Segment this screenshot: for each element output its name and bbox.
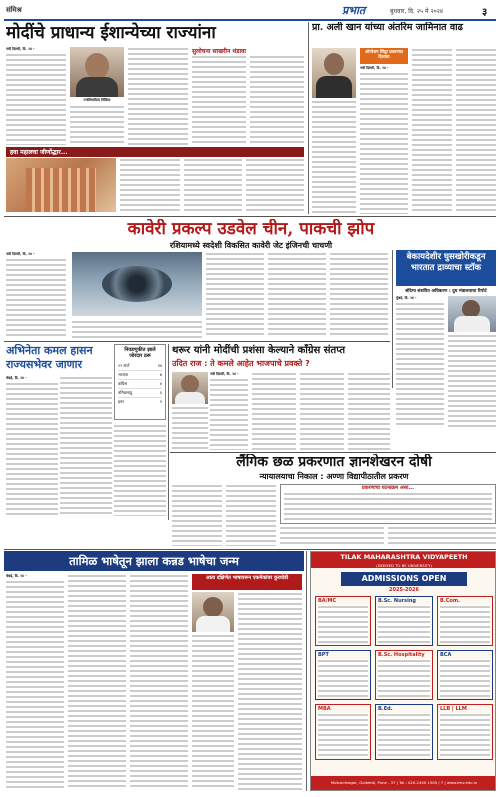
rule-4 [4,549,496,550]
tamil-headline-band [4,551,304,571]
tilak-ad[interactable] [310,551,496,791]
election-table [115,361,165,407]
page-number: ३ [482,7,488,18]
tharur-column-3 [300,372,344,450]
tharur-headline: थरूर यांनी मोदींची प्रशंसा केल्याने काँग्रेस संतप्त [172,345,346,356]
brand-logo: प्रभात [342,4,366,17]
election-row: इतर १ [118,399,162,404]
hawa-mahal-column-1 [120,158,180,212]
tamil-column-4 [238,592,302,790]
ali-khan-dateline: नवी दिल्ली, दि. २४ - [360,66,389,70]
election-box [114,344,166,420]
ad-course-box: B.Sc. Hospitality [375,650,433,700]
ali-khan-column-2 [412,48,452,214]
kamal-hassan-headline: अभिनेता कमल हासन राज्यसभेवर जाणार [6,344,93,371]
ad-tag: (DEEMED TO BE UNIVERSITY) [376,563,432,568]
hawa-mahal-photo [6,158,116,212]
bekayde-column-2 [448,334,496,428]
ali-khan-headline: प्रा. अली खान यांच्या अंतरिम जामिनात वाढ [312,22,463,33]
kamal-divider [168,344,169,520]
lingik-column-4 [388,526,496,546]
timeline-box-title: प्रकरणाचा घटनाक्रम असा... [361,485,415,491]
rule-2 [4,341,390,342]
ali-khan-column-0 [312,100,356,214]
election-row: काँग्रेस ४ [118,380,162,389]
bekayde-headline: बेकायदेशीर घुसखोरीकडून भारतात द्राव्याचा स्टॉक [406,252,486,273]
ad-course-box: BPT [315,650,371,700]
lead-column-3 [128,47,188,145]
rule-1 [4,216,496,217]
kaveri-column-1 [6,258,66,338]
kaveri-headline: कावेरी प्रकल्प उडवेल चीन, पाकची झोप [127,219,375,239]
tamil-column-1 [6,580,64,790]
election-row: तमिळनाडू ६ [118,389,162,398]
bekayde-sub: संदिग्ध संशयित अधिकरण : दुध मंत्रालयाचा रिपोर्ट [405,289,487,294]
kaveri-column-2 [206,252,264,338]
bekayde-headline-box [396,250,496,286]
section-label: संमिश्र [6,6,22,14]
ad-footer: Mukundnagar, Gultekdi, Pune - 37 | Tel.: 020-2440 1500 / 7 | www.tmv.edu.in [311,776,496,790]
kamal-hassan-dateline: चेन्नई, दि. २४ - [6,376,27,380]
lead-column-4 [192,55,246,145]
operation-sindoor-badge: ऑपरेशन सिंदूर प्रकरणात दिलासा [360,48,408,64]
tharur-subheadline: उदित राज : ते कमले आहेत भाजपाचे प्रवक्ते ? [172,359,310,368]
election-box-title: निवडणुकीत झाले जोरदार ठरू [124,347,156,359]
lingik-column-2 [226,484,276,546]
tharur-column-1 [210,378,248,450]
kaveri-column-3 [268,252,326,338]
rule-3 [170,452,496,453]
column-divider [308,22,309,214]
bekayde-dateline: मुंबई, दि. २४ - [396,296,417,300]
tharur-column-2 [252,372,296,450]
hawa-mahal-column-2 [184,158,242,212]
tamil-headline: तामिळ भाषेतून झाला कन्नड भाषेचा जन्म [69,554,239,568]
kaveri-subheadline: रशियामध्ये स्वदेशी विकसित कावेरी जेट इंजिनची चाचणी [169,241,333,250]
kaveri-divider [392,250,393,388]
kaveri-photo-caption [72,320,202,338]
kaveri-column-4 [330,252,388,338]
bekayde-photo [448,296,496,332]
election-row: २२ सप्टें १४ [118,362,162,371]
tamil-column-5 [192,634,234,790]
shinde-photo [70,47,124,97]
tamil-divider [306,551,307,791]
tamil-dateline: चेन्नई, दि. २४ - [6,574,27,578]
jet-engine-photo [72,252,202,316]
masthead [4,3,496,19]
ad-course-box: LLB | LLM [437,704,493,760]
tamil-column-3 [130,574,188,790]
tharur-column-4 [348,372,390,450]
tamil-column-2 [68,574,126,790]
ad-course-box: B.Com. [437,596,493,646]
lead-subheadline: सुलोचना साखरीन थंडावा [192,48,246,55]
lead-column-5 [250,55,304,145]
ali-khan-column-3 [456,48,496,214]
tamil-boxed-title: आता दक्षिणेत भाषावरून एकमेकांवर कुरघोडी [205,575,289,581]
bekayde-column-1 [396,302,444,428]
lingik-column-1 [172,484,222,546]
shinde-caption: ज्योतिरादित्य शिंदिया [83,98,111,102]
lead-column-2 [70,105,124,145]
ad-course-box: BA/MC [315,596,371,646]
tamil-photo [192,592,234,632]
tamil-boxed-title-band [192,574,302,590]
lingik-subheadline: न्यायालयाचा निकाल : अण्णा विद्यापीठातील प्रकरण [259,472,409,481]
ad-course-box: B.Ed. [375,704,433,760]
ali-khan-photo [312,48,356,98]
hawa-mahal-label: हवा महालचा जीर्णोद्धार... [10,149,68,156]
kamal-hassan-column-2 [60,376,112,516]
lingik-column-3 [280,526,384,546]
election-box-column [114,424,166,516]
election-row: भाजपा ७ [118,371,162,380]
hawa-mahal-label-band [6,147,304,157]
timeline-box [280,484,496,524]
ali-khan-column-1 [360,72,408,214]
tharur-photo [172,372,208,404]
lingik-headline: लैंगिक छळ प्रकरणात ज्ञानशेखरन दोषी [236,454,432,470]
ad-admissions: ADMISSIONS OPEN [341,572,467,586]
ad-institution: TILAK MAHARASHTRA VIDYAPEETH [311,552,496,568]
ad-course-box: BCA [437,650,493,700]
kamal-hassan-column-1 [6,382,58,516]
ad-course-box: B.Sc. Nursing [375,596,433,646]
timeline-box-body [284,492,492,522]
hawa-mahal-column-3 [246,158,304,212]
lead-dateline: नवी दिल्ली, दि. २४ - [6,47,35,51]
kaveri-dateline: नवी दिल्ली, दि. २४ - [6,252,35,256]
masthead-rule [4,19,496,21]
ad-course-box: MBA [315,704,371,760]
lead-headline: मोदींचे प्राधान्य ईशान्येच्या राज्यांना [6,23,216,43]
issue-date: बुधवार, दि. २५ मे २०२४ [390,8,443,15]
tharur-column-0 [172,406,208,450]
tharur-dateline: नवी दिल्ली, दि. २४ - [210,372,239,376]
lead-column-1 [6,53,66,145]
ad-year: 2025-2026 [389,587,419,593]
